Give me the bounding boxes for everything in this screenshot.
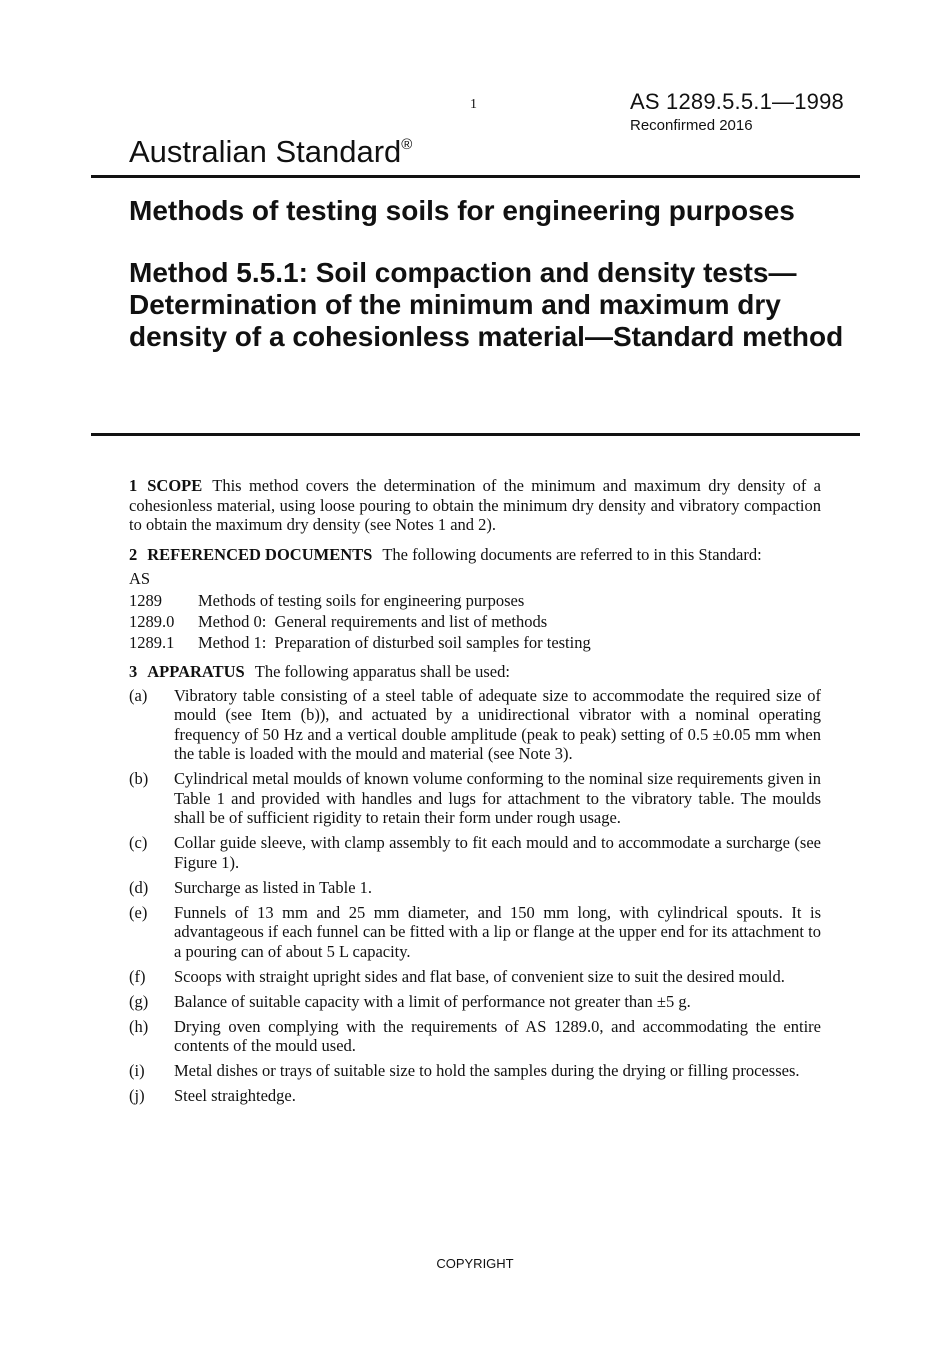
apparatus-heading <box>129 662 245 681</box>
section-heading-text: SCOPE <box>147 476 203 495</box>
referenced-heading <box>129 545 372 564</box>
item-text: Metal dishes or trays of suitable size to hold the samples during the drying or filling processes. <box>174 1061 800 1080</box>
reference-row <box>129 591 821 611</box>
top-rule <box>91 175 860 178</box>
item-text: Scoops with straight upright sides and flat base, of convenient size to suit the desired mould. <box>174 966 785 986</box>
item-label: (j) <box>129 1086 145 1105</box>
reference-code: 1289 <box>129 590 162 610</box>
brand-text: Australian Standard <box>129 134 402 169</box>
item-label: (b) <box>129 769 149 788</box>
apparatus-item <box>129 686 821 764</box>
item-label: (d) <box>129 877 149 897</box>
section-number: 1 <box>129 476 138 495</box>
item-text: Surcharge as listed in Table 1. <box>174 877 373 897</box>
document-body <box>129 476 821 1111</box>
item-text: Vibratory table consisting of a steel table of adequate size to accommodate the required size of mould (see Item (b)), and actuated by a unidirectional vibrator with a nominal operating frequency of 50 Hz and a vertical double amplitude (peak to peak) setting of 0.5 ±0.05 mm when the table is loaded with the mould and material (see Note 3). <box>174 685 821 763</box>
item-text: Collar guide sleeve, with clamp assembly to fit each mould and to accommodate a surcharge (see Figure 1). <box>174 833 821 872</box>
item-label: (f) <box>129 966 146 986</box>
reference-title: Method 0: General requirements and list of methods <box>198 611 548 631</box>
apparatus-text: The following apparatus shall be used: <box>254 662 510 681</box>
apparatus-list <box>129 686 821 1106</box>
item-text: Cylindrical metal moulds of known volume conforming to the nominal size requirements given in Table 1 and provided with handles and lugs for attachment to the vibratory table. The moulds shall be of sufficient rigidity to retain their form under rough usage. <box>174 769 821 827</box>
title-block <box>129 195 849 353</box>
item-label: (i) <box>129 1061 145 1080</box>
apparatus-item <box>129 833 821 872</box>
apparatus-section <box>129 662 821 682</box>
method-title: Method 5.5.1: Soil compaction and density tests—Determination of the minimum and maximum dry density of a cohesionless material—Standard method <box>129 257 844 352</box>
referenced-section <box>129 545 821 565</box>
standard-code: AS 1289.5.5.1—1998 <box>630 89 844 114</box>
section-heading-text: REFERENCED DOCUMENTS <box>147 544 373 564</box>
reference-code: 1289.1 <box>129 632 175 652</box>
bottom-rule <box>91 433 860 436</box>
scope-heading <box>129 476 202 495</box>
item-label: (a) <box>129 685 148 705</box>
reconfirmed-date: Reconfirmed 2016 <box>630 117 753 134</box>
apparatus-item <box>129 769 821 828</box>
copyright-footer: COPYRIGHT <box>436 1256 514 1271</box>
apparatus-item <box>129 1061 821 1081</box>
reference-title: Method 1: Preparation of disturbed soil samples for testing <box>198 632 591 652</box>
section-heading-text: APPARATUS <box>147 662 245 681</box>
reference-title: Methods of testing soils for engineering purposes <box>198 590 525 610</box>
main-title: Methods of testing soils for engineering purposes <box>129 195 795 226</box>
item-label: (h) <box>129 1016 149 1036</box>
section-number: 2 <box>129 544 138 564</box>
apparatus-item <box>129 903 821 962</box>
item-text: Drying oven complying with the requirements of AS 1289.0, and accommodating the entire contents of the mould used. <box>174 1016 821 1055</box>
registered-mark: ® <box>401 136 413 153</box>
item-text: Funnels of 13 mm and 25 mm diameter, and 150 mm long, with cylindrical spouts. It is advantageous if each funnel can be fitted with a lip or flange at the upper end for its attachment to a pouring can of about 5 L capacity. <box>174 902 821 961</box>
apparatus-item <box>129 992 821 1012</box>
scope-section <box>129 476 821 535</box>
item-text: Balance of suitable capacity with a limit of performance not greater than ±5 g. <box>174 991 691 1011</box>
reference-row <box>129 612 821 632</box>
standard-prefix: AS <box>129 569 151 588</box>
scope-text: This method covers the determination of the minimum and maximum dry density of a cohesionless material, using loose pouring to obtain the minimum dry density and vibratory compaction to obtain the maximum dry density (see Notes 1 and 2). <box>129 476 821 534</box>
item-label: (e) <box>129 902 148 922</box>
apparatus-item <box>129 1017 821 1056</box>
reference-row <box>129 633 821 653</box>
section-number: 3 <box>129 662 138 681</box>
item-label: (c) <box>129 833 148 852</box>
apparatus-item <box>129 878 821 898</box>
brand-title <box>129 134 412 170</box>
item-text: Steel straightedge. <box>174 1086 296 1105</box>
reference-code: 1289.0 <box>129 611 175 631</box>
page-number: 1 <box>470 97 477 112</box>
apparatus-item <box>129 967 821 987</box>
apparatus-item <box>129 1086 821 1106</box>
referenced-text: The following documents are referred to in this Standard: <box>382 544 762 564</box>
referenced-documents-list <box>129 569 821 652</box>
item-label: (g) <box>129 991 149 1011</box>
